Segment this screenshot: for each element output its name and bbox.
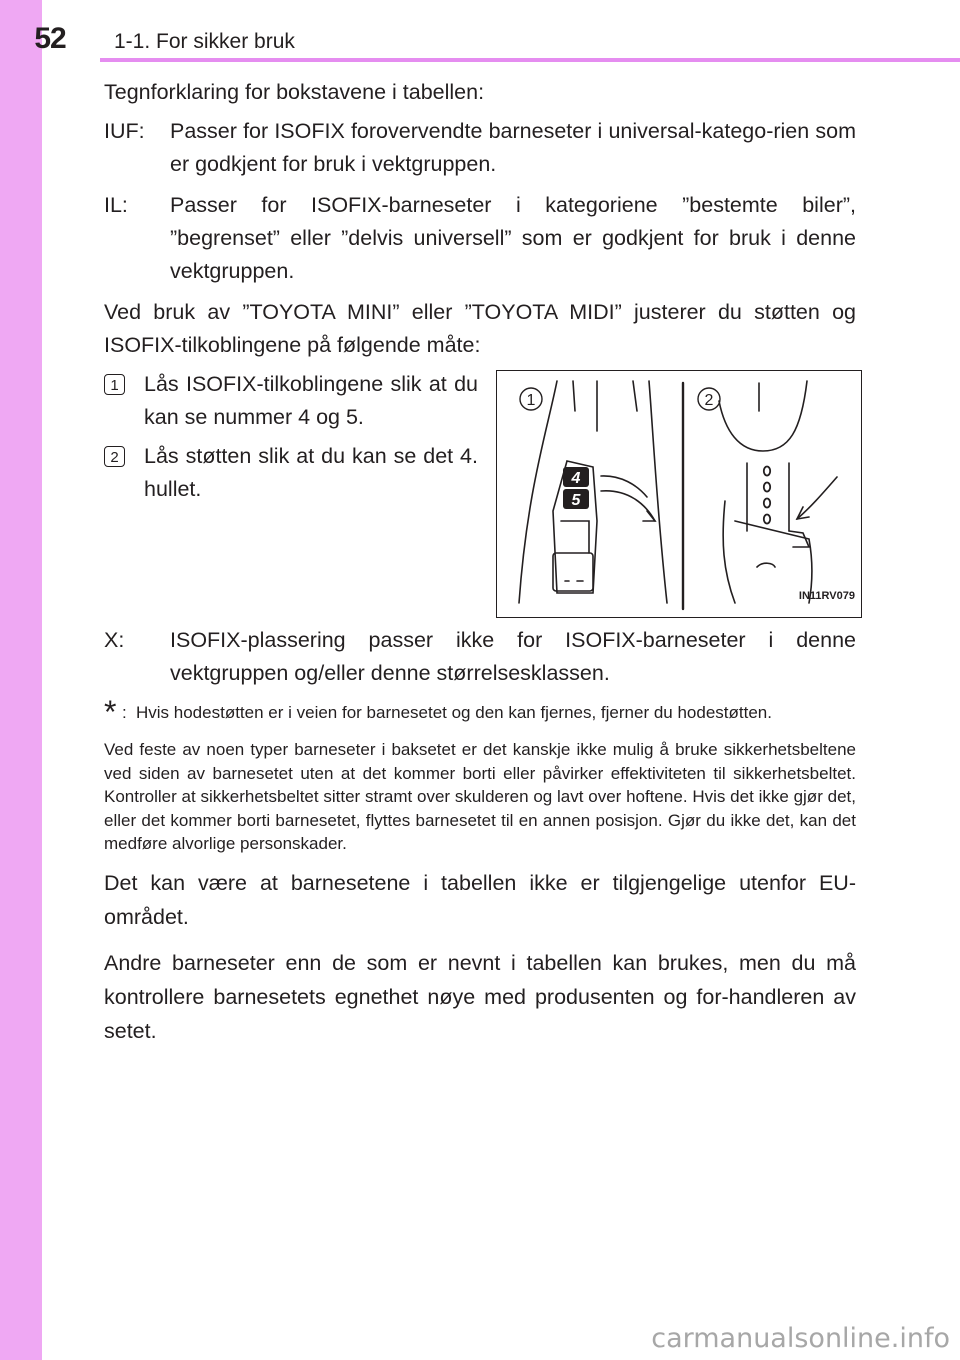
headrest-outline (719, 381, 807, 451)
step-text: Lås ISOFIX-tilkoblingene slik at du kan se nummer 4 og 5. (144, 372, 478, 429)
watermark: carmanualsonline.info (651, 1323, 950, 1354)
page-content (104, 76, 856, 1060)
callout-2: 2 (704, 392, 714, 409)
footnote-star: * (104, 694, 117, 730)
steps-section (104, 368, 856, 622)
callout-1: 1 (526, 392, 536, 409)
definition-iuf (104, 115, 856, 181)
isofix-illustration (496, 370, 862, 618)
page-number: 52 (34, 22, 66, 55)
support-post (747, 463, 789, 531)
definition-text: Passer for ISOFIX forovervendte barneseter i universal-katego-rien som er godkjent for bruk i vektgruppen. (170, 119, 856, 176)
step-number-badge: 2 (104, 446, 125, 467)
step-2 (104, 440, 478, 506)
step-1 (104, 368, 478, 434)
toyota-paragraph: Ved bruk av ”TOYOTA MINI” eller ”TOYOTA MIDI” justerer du støtten og ISOFIX-tilkoblingene på følgende måte: (104, 300, 856, 357)
footnote-text: Hvis hodestøtten er i veien for barnesetet og den kan fjernes, fjerner du hodestøtten. (136, 703, 772, 722)
definition-text: ISOFIX-plassering passer ikke for ISOFIX-barneseter i denne vektgruppen og/eller denne størrelsesklassen. (170, 628, 856, 685)
connector-latch (553, 553, 593, 591)
seat-edge-line (519, 381, 557, 603)
definition-il (104, 189, 856, 288)
warning-text: Ved feste av noen typer barneseter i baksetet er det kanskje ikke mulig å bruke sikkerhetsbeltene ved siden av barnesetet uten at det kommer borti eller påvirker effektiviteten til sikkerhetsbeltet. Kontroller at sikkerhetsbeltet sitter stramt over skulderen og lavt over hoftene. Hvis det ikke gjør det, eller det kommer borti barnesetet, flyttes barnesetet til en annen posisjon. Gjør du ikke det, kan det medføre alvorlige personskader. (104, 740, 856, 853)
step-number-badge: 1 (104, 374, 125, 395)
digit-5-label: 5 (571, 492, 581, 509)
definition-term: IL: (104, 193, 128, 217)
legend-title: Tegnforklaring for bokstavene i tabellen: (104, 80, 485, 104)
definition-x (104, 624, 856, 690)
definition-term: X: (104, 628, 125, 652)
side-color-band (0, 0, 42, 1360)
definition-term: IUF: (104, 119, 145, 143)
other-seats-paragraph: Andre barneseter enn de som er nevnt i tabellen kan brukes, men du må kontrollere barnesetets egnethet nøye med produsenten og for-handleren av setet. (104, 950, 856, 1043)
digit-4-label: 4 (571, 470, 581, 487)
eu-paragraph: Det kan være at barnesetene i tabellen ikke er tilgjengelige utenfor EU-området. (104, 870, 856, 929)
footnote (104, 694, 856, 730)
arrow-to-5 (601, 491, 655, 521)
figure-code: IN11RV079 (798, 590, 855, 602)
section-title: 1-1. For sikker bruk (114, 30, 295, 53)
arrow-to-hole (797, 477, 837, 519)
footnote-colon: : (122, 703, 127, 722)
step-text: Lås støtten slik at du kan se det 4. hullet. (144, 444, 478, 501)
header-rule (100, 58, 960, 62)
definition-text: Passer for ISOFIX-barneseter i kategoriene ”bestemte biler”, ”begrenset” eller ”delvis universell” som er godkjent for bruk i denne vektgruppen. (170, 193, 856, 283)
